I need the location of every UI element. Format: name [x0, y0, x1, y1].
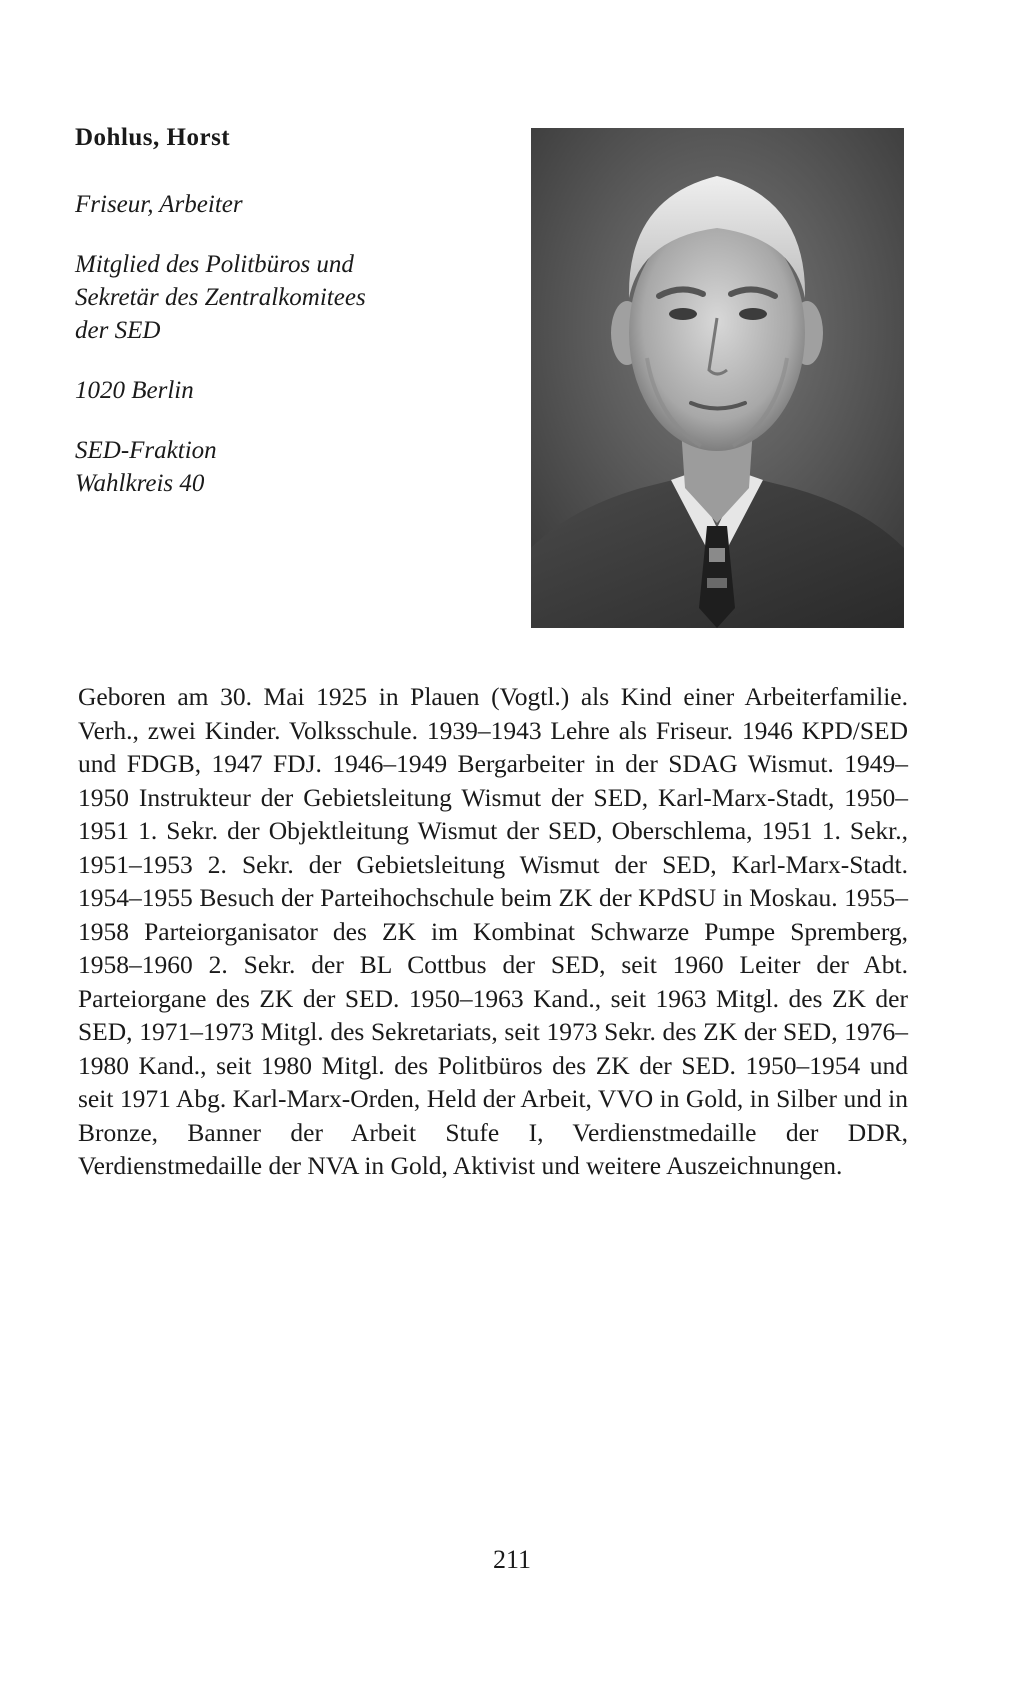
position-line-3: der SED	[75, 317, 161, 344]
portrait-photo-icon	[531, 128, 904, 628]
position-line-2: Sekretär des Zentralkomitees	[75, 284, 366, 311]
biography-text: Geboren am 30. Mai 1925 in Plauen (Vogtl.) als Kind einer Arbeiterfamilie. Verh., zwei Kinder. Volksschule. 1939–1943 Lehre als Friseur. 1946 KPD/SED und FDGB, 1947 FDJ. 1946–1949 Bergarbeiter in der SDAG Wismut. 1949–1950 Instrukteur der Gebietsleitung Wismut der SED, Karl-Marx-Stadt, 1950–1951 1. Sekr. der Objektleitung Wismut der SED, Oberschlema, 1951 1. Sekr., 1951–1953 2. Sekr. der Gebietsleitung Wismut der SED, Karl-Marx-Stadt. 1954–1955 Besuch der Parteihochschule beim ZK der KPdSU in Moskau. 1955–1958 Parteiorganisator des ZK im Kombinat Schwarze Pumpe Spremberg, 1958–1960 2. Sekr. der BL Cottbus der SED, seit 1960 Leiter der Abt. Parteiorgane des ZK der SED. 1950–1963 Kand., seit 1963 Mitgl. des ZK der SED, 1971–1973 Mitgl. des Sekretariats, seit 1973 Sekr. des ZK der SED, 1976–1980 Kand., seit 1980 Mitgl. des Politbüros des ZK der SED. 1950–1954 und seit 1971 Abg. Karl-Marx-Orden, Held der Arbeit, VVO in Gold, in Silber und in Bronze, Banner der Arbeit Stufe I, Verdienstmedaille der DDR, Verdienstmedaille der NVA in Gold, Aktivist und weitere Auszeichnungen.	[78, 682, 908, 1180]
position-line-1: Mitglied des Politbüros und	[75, 251, 354, 278]
city: 1020 Berlin	[75, 377, 194, 404]
page-number: 211	[492, 1545, 532, 1574]
faction: SED-Fraktion	[75, 437, 217, 464]
profession: Friseur, Arbeiter	[75, 191, 243, 218]
person-name: Dohlus, Horst	[75, 124, 231, 151]
constituency: Wahlkreis 40	[75, 470, 205, 497]
